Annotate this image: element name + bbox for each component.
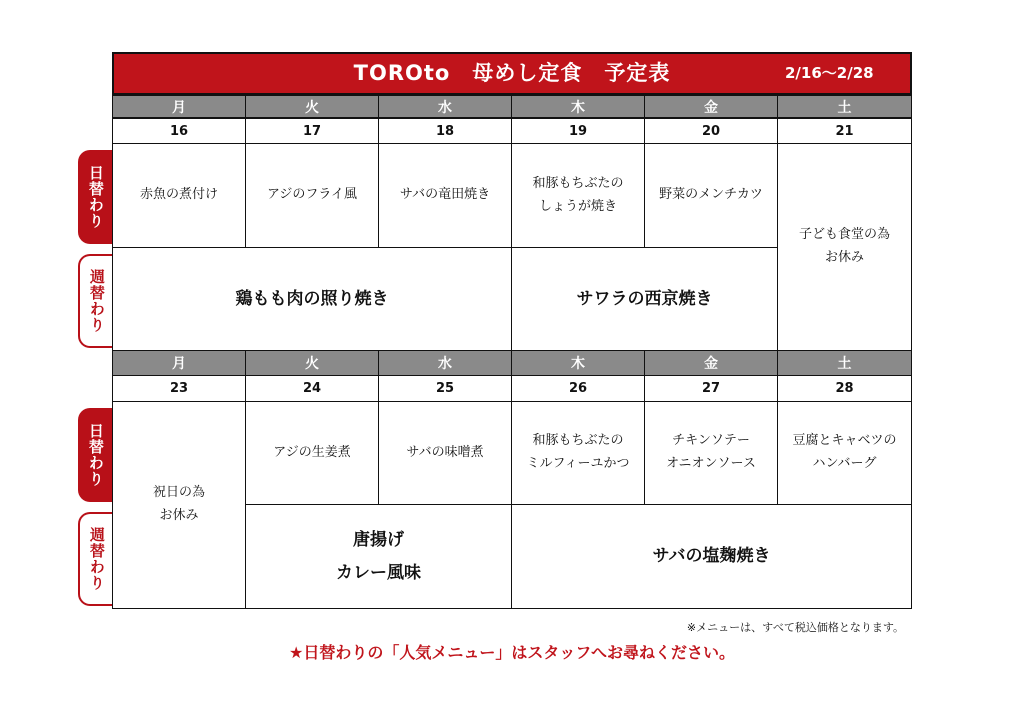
daily-menu-cell bbox=[511, 143, 645, 248]
weekly-menu-text: サバの塩麹焼き bbox=[652, 546, 771, 567]
weekly-menu-text: 鶏もも肉の照り焼き bbox=[235, 288, 389, 309]
date-cell: 24 bbox=[245, 375, 379, 402]
date-cell: 18 bbox=[378, 118, 512, 144]
daily-menu-cell bbox=[644, 401, 778, 505]
weekday-header: 金 bbox=[644, 350, 778, 376]
daily-menu-text: 和豚もちぶたの しょうが焼き bbox=[532, 175, 624, 214]
date-cell: 17 bbox=[245, 118, 379, 144]
date-cell: 20 bbox=[644, 118, 778, 144]
daily-menu-text: サバの竜田焼き bbox=[399, 187, 491, 203]
daily-menu-text: チキンソテー オニオンソース bbox=[666, 433, 756, 471]
weekly-row-label: 週替わり bbox=[78, 254, 112, 348]
date-cell: 21 bbox=[777, 118, 912, 144]
daily-menu-cell bbox=[245, 143, 379, 248]
weekday-header: 月 bbox=[112, 350, 246, 376]
weekday-header: 金 bbox=[644, 95, 778, 118]
popular-menu-note: ★日替わりの「人気メニュー」はスタッフへお尋ねください。 bbox=[288, 643, 736, 662]
closed-notice-text: 子ども食堂の為 お休み bbox=[798, 227, 890, 265]
weekday-header: 火 bbox=[245, 95, 379, 118]
weekly-row-label: 週替わり bbox=[78, 512, 112, 606]
date-cell: 19 bbox=[511, 118, 645, 144]
closed-notice-cell bbox=[777, 143, 912, 351]
date-cell: 28 bbox=[777, 375, 912, 402]
weekday-header: 土 bbox=[777, 350, 912, 376]
tax-note: ※メニューは、すべて税込価格となります。 bbox=[686, 621, 904, 634]
weekly-menu-cell bbox=[511, 504, 912, 609]
weekly-menu-cell bbox=[511, 247, 778, 351]
weekday-header: 火 bbox=[245, 350, 379, 376]
daily-menu-cell bbox=[644, 143, 778, 248]
daily-menu-cell bbox=[112, 143, 246, 248]
closed-notice-text: 祝日の為 お休み bbox=[152, 485, 205, 523]
daily-menu-text: 赤魚の煮付け bbox=[139, 187, 218, 203]
weekday-header: 土 bbox=[777, 95, 912, 118]
weekday-header: 月 bbox=[112, 95, 246, 118]
daily-menu-text: アジの生姜煮 bbox=[273, 444, 351, 460]
daily-menu-cell bbox=[245, 401, 379, 505]
daily-menu-text: アジのフライ風 bbox=[266, 187, 358, 203]
daily-menu-text: 野菜のメンチカツ bbox=[659, 187, 763, 203]
daily-menu-cell bbox=[777, 401, 912, 505]
weekday-header: 木 bbox=[511, 350, 645, 376]
weekly-menu-cell bbox=[245, 504, 512, 609]
daily-menu-cell bbox=[378, 401, 512, 505]
weekly-menu-text: サワラの西京焼き bbox=[576, 288, 713, 309]
closed-notice-cell bbox=[112, 401, 246, 609]
daily-row-label: 日替わり bbox=[78, 150, 112, 244]
date-cell: 26 bbox=[511, 375, 645, 402]
daily-menu-text: 和豚もちぶたの ミルフィーユかつ bbox=[526, 433, 630, 471]
date-cell: 25 bbox=[378, 375, 512, 402]
weekly-menu-cell bbox=[112, 247, 512, 351]
date-cell: 27 bbox=[644, 375, 778, 402]
daily-menu-text: 豆腐とキャベツの ハンバーグ bbox=[792, 433, 897, 471]
weekday-header: 水 bbox=[378, 350, 512, 376]
page-title: TOROto 母めし定食 予定表 bbox=[353, 61, 671, 85]
date-cell: 16 bbox=[112, 118, 246, 144]
weekday-header: 水 bbox=[378, 95, 512, 118]
date-cell: 23 bbox=[112, 375, 246, 402]
weekday-header: 木 bbox=[511, 95, 645, 118]
daily-menu-cell bbox=[378, 143, 512, 248]
date-range: 2/16〜2/28 bbox=[785, 64, 874, 82]
daily-menu-cell bbox=[511, 401, 645, 505]
weekly-menu-text: 唐揚げ カレー風味 bbox=[336, 530, 421, 583]
daily-row-label: 日替わり bbox=[78, 408, 112, 502]
daily-menu-text: サバの味噌煮 bbox=[406, 444, 484, 460]
